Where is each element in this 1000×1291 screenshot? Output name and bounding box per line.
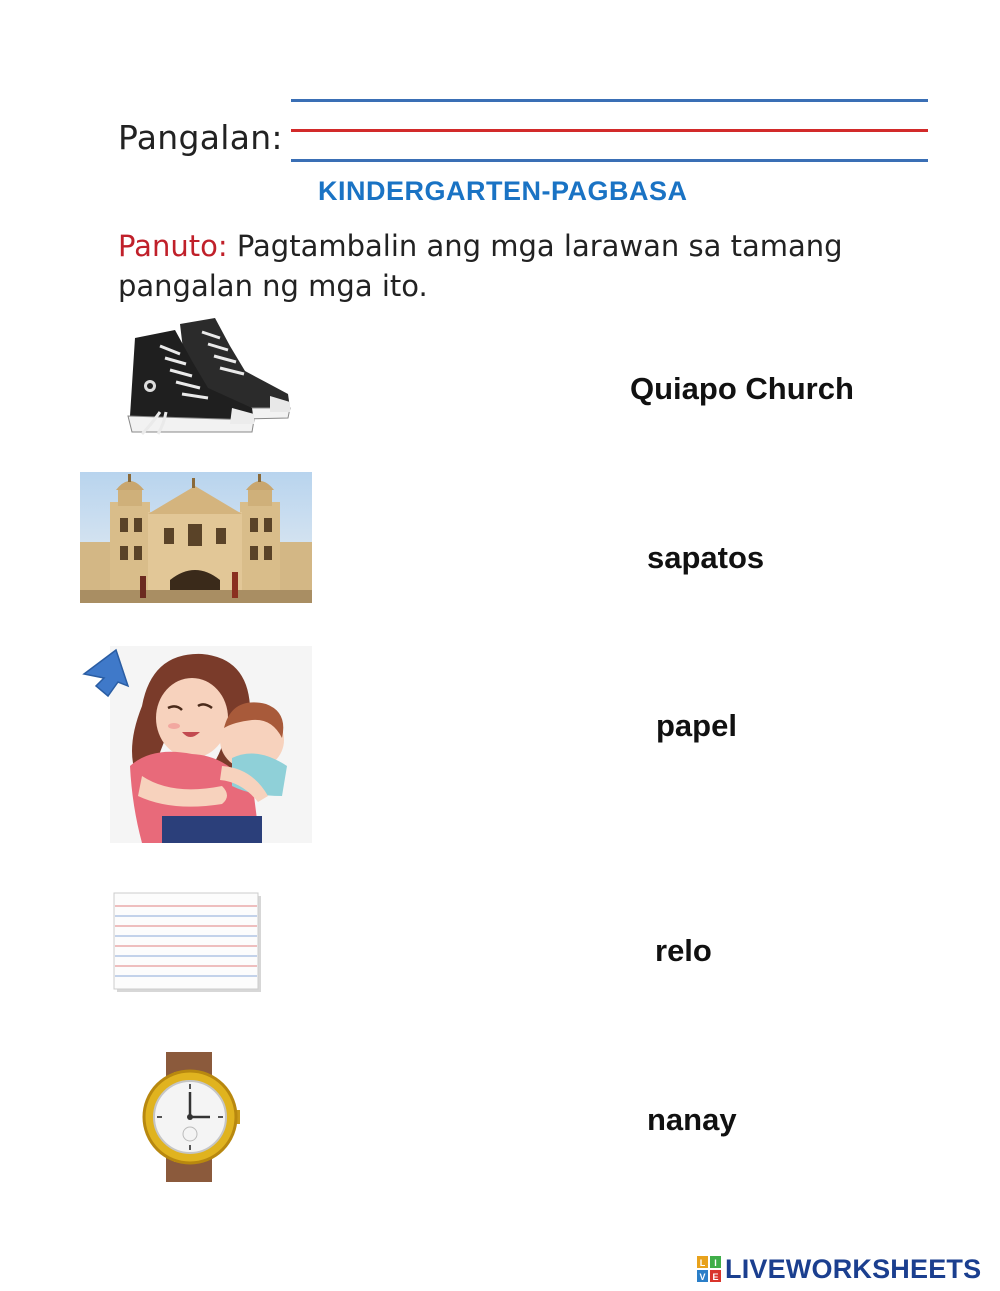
word-relo[interactable]: relo (655, 933, 712, 968)
quiapo-church-photo[interactable] (80, 472, 312, 603)
logo-badge-letter-v: V (699, 1272, 706, 1282)
word-sapatos[interactable]: sapatos (647, 540, 765, 575)
word-papel[interactable]: papel (656, 708, 737, 743)
name-guide-line-top (291, 99, 928, 102)
name-guide-line-bottom (291, 159, 928, 162)
logo-badge-letter-l: L (699, 1258, 706, 1268)
instructions-text: Pagtambalin ang mga larawan sa tamang pangalan ng mga ito. (118, 229, 843, 303)
name-label: Pangalan: (118, 118, 283, 157)
logo-badge-letter-i: I (714, 1258, 717, 1268)
logo-text: LIVEWORKSHEETS (725, 1253, 982, 1284)
word-quiapo-church[interactable]: Quiapo Church (630, 371, 854, 406)
instructions-lead: Panuto: (118, 229, 228, 263)
subject-title: KINDERGARTEN-PAGBASA (318, 176, 688, 206)
logo-badge-icon (697, 1256, 721, 1282)
wristwatch-icon[interactable] (140, 1052, 244, 1182)
mother-and-child-icon[interactable] (82, 646, 312, 843)
lined-paper-icon[interactable] (113, 892, 265, 996)
name-guide-line-middle (291, 129, 928, 132)
instructions (118, 226, 918, 306)
logo-badge-letter-e: E (712, 1272, 719, 1282)
sneakers-icon[interactable] (120, 316, 295, 438)
word-nanay[interactable]: nanay (647, 1102, 737, 1137)
liveworksheets-logo (697, 1254, 981, 1284)
